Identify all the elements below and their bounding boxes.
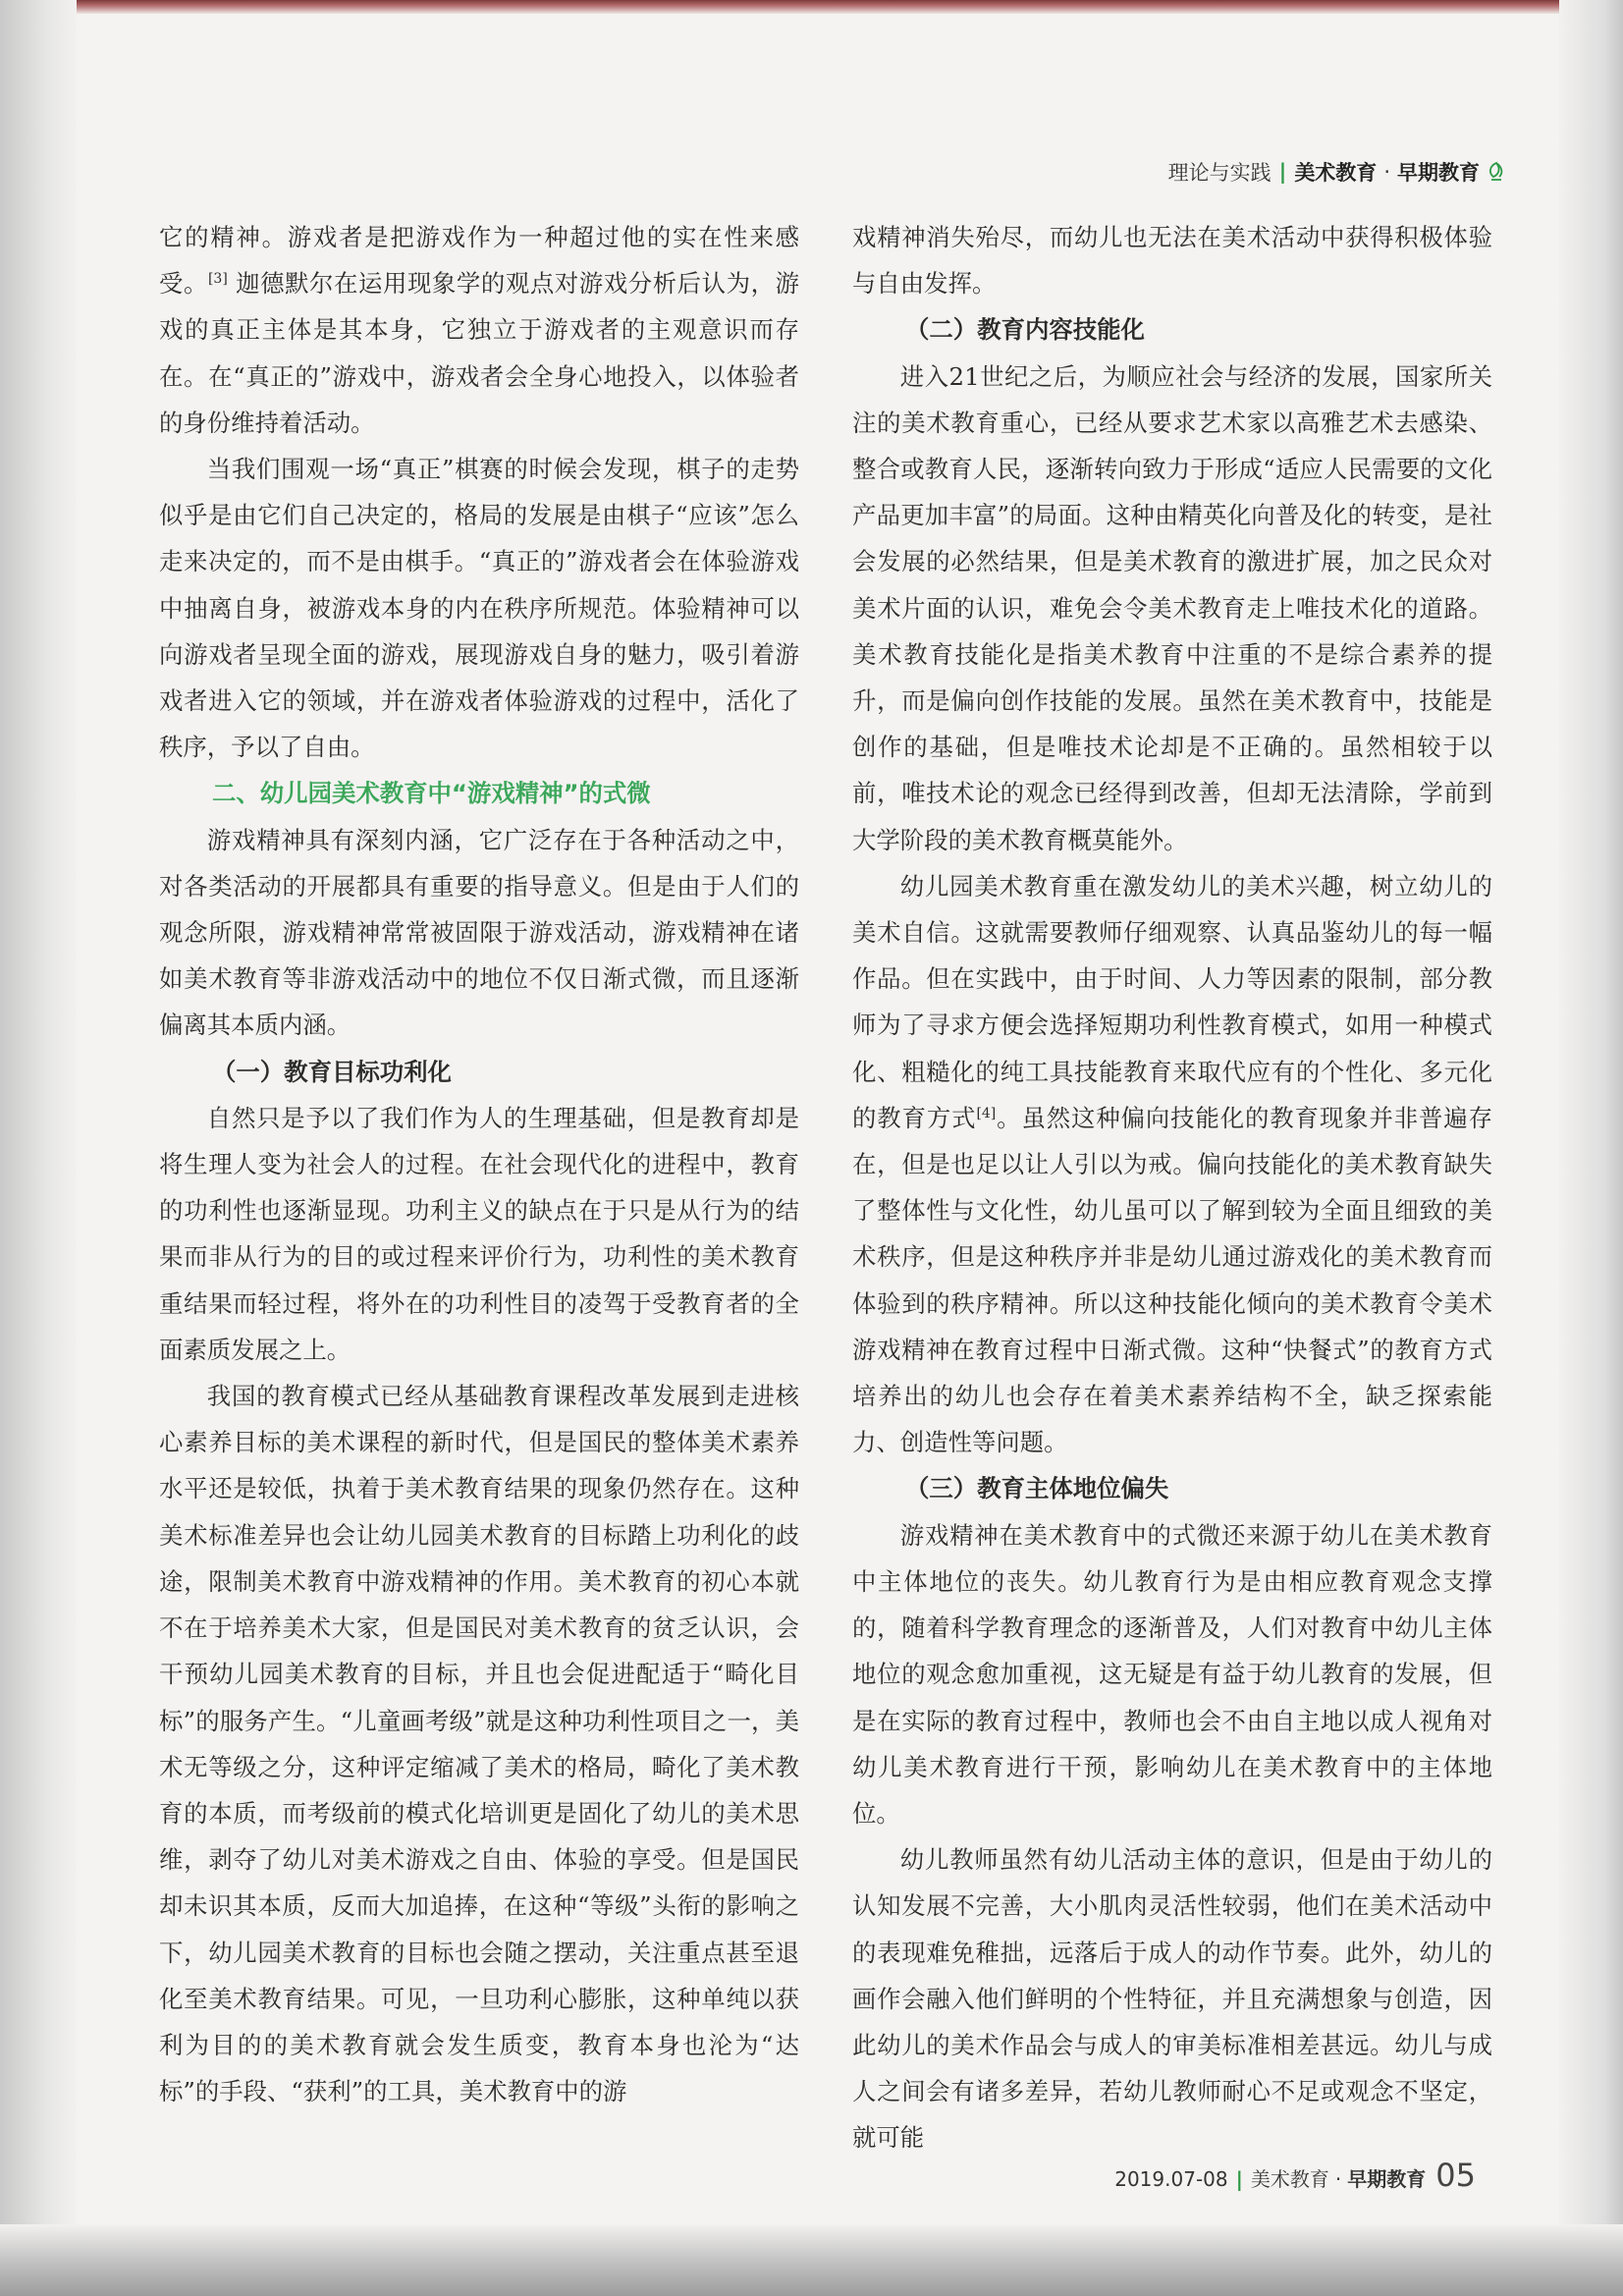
paragraph: 进入21世纪之后，为顺应社会与经济的发展，国家所关注的美术教育重心，已经从要求艺术家以高雅艺术去感染、整合或教育人民，逐渐转向致力于形成“适应人民需要的文化产品更加丰富”的局面。这种由精英化向普及化的转变，是社会发展的必然结果，但是美术教育的激进扩展，加之民众对美术片面的认识，难免会令美术教育走上唯技术化的道路。美术教育技能化是指美术教育中注重的不是综合素养的提升，而是偏向创作技能的发展。虽然在美术教育中，技能是创作的基础，但是唯技术论却是不正确的。虽然相较于以前，唯技术论的观念已经得到改善，但却无法清除，学前到大学阶段的美术教育概莫能外。 [852,361,1492,854]
subsection-heading: （二）教育内容技能化 [905,315,1145,345]
paragraph: 我国的教育模式已经从基础教育课程改革发展到走进核心素养目标的美术课程的新时代，但是国民的整体美术素养水平还是较低，执着于美术教育结果的现象仍然存在。这种美术标准差异也会让幼儿园美术教育的目标踏上功利化的歧途，限制美术教育中游戏精神的作用。美术教育的初心本就不在于培养美术大家，但是国民对美术教育的贫乏认识，会干预幼儿园美术教育的目标，并且也会促进配适于“畸化目标”的服务产生。“儿童画考级”就是这种功利性项目之一，美术无等级之分，这种评定缩减了美术的格局，畸化了美术教育的本质，而考级前的模式化培训更是固化了幼儿的美术思维，剥夺了幼儿对美术游戏之自由、体验的享受。但是国民却未识其本质，反而大加追捧，在这种“等级”头衔的影响之下，幼儿园美术教育的目标也会随之摆动，关注重点甚至退化至美术教育结果。可见，一旦功利心膨胀，这种单纯以获利为目的的美术教育就会发生质变，教育本身也沦为“达标”的手段、“获利”的工具，美术教育中的游 [159,1382,799,2106]
paragraph: 幼儿教师虽然有幼儿活动主体的意识，但是由于幼儿的认知发展不完善，大小肌肉灵活性较弱，他们在美术活动中的表现难免稚拙，远落后于成人的动作节奏。此外，幼儿的画作会融入他们鲜明的个性特征，并且充满想象与创造，因此幼儿的美术作品会与成人的审美标准相差甚远。幼儿与成人之间会有诸多差异，若幼儿教师耐心不足或观念不坚定，就可能 [852,1845,1492,2153]
paragraph: 游戏精神在美术教育中的式微还来源于幼儿在美术教育中主体地位的丧失。幼儿教育行为是由相应教育观念支撑的，随着科学教育理念的逐渐普及，人们对教育中幼儿主体地位的观念愈加重视，这无疑是有益于幼儿教育的发展，但是在实际的教育过程中，教师也会不由自主地以成人视角对幼儿美术教育进行干预，影响幼儿在美术教育中的主体地位。 [852,1520,1492,1828]
paragraph: 当我们围观一场“真正”棋赛的时候会发现，棋子的走势似乎是由它们自己决定的，格局的发展是由棋子“应该”怎么走来决定的，而不是由棋手。“真正的”游戏者会在体验游戏中抽离自身，被游戏本身的内在秩序所规范。体验精神可以向游戏者呈现全面的游戏，展现游戏自身的魅力，吸引着游戏者进入它的领域，并在游戏者体验游戏的过程中，活化了秩序，予以了自由。 [159,455,799,762]
footer-journal: 美术教育 [1250,2167,1329,2191]
header-section: 理论与实践 [1167,161,1271,185]
page-top-edge [0,0,1623,14]
page-number: 05 [1435,2157,1476,2194]
running-header [1168,157,1507,187]
binding-shadow [0,0,77,2296]
left-column [159,214,799,2114]
right-column [852,214,1492,2161]
header-column: 早期教育 [1397,161,1480,185]
header-dot: · [1383,160,1390,184]
footer-dot: · [1334,2167,1342,2191]
footer-date: 2019.07-08 [1114,2167,1228,2191]
citation: [4] [976,1105,997,1121]
page-footer [1114,2157,1476,2194]
section-heading: 二、幼儿园美术教育中“游戏精神”的式微 [212,779,651,808]
subsection-heading: （三）教育主体地位偏失 [905,1474,1169,1503]
paragraph: 游戏精神具有深刻内涵，它广泛存在于各种活动之中，对各类活动的开展都具有重要的指导意义。但是由于人们的观念所限，游戏精神常常被固限于游戏活动，游戏精神在诸如美术教育等非游戏活动中的地位不仅日渐式微，而且逐渐偏离其本质内涵。 [159,825,799,1040]
paragraph: 戏精神消失殆尽，而幼儿也无法在美术活动中获得积极体验与自由发挥。 [852,223,1492,299]
leaf-icon [1486,160,1507,184]
subsection-heading: （一）教育目标功利化 [212,1057,452,1086]
page-bottom-edge [0,2224,1623,2296]
paragraph: 自然只是予以了我们作为人的生理基础，但是教育却是将生理人变为社会人的过程。在社会现代化的进程中，教育的功利性也逐渐显现。功利主义的缺点在于只是从行为的结果而非从行为的目的或过程来评价行为，功利性的美术教育重结果而轻过程，将外在的功利性目的凌驾于受教育者的全面素质发展之上。 [159,1103,799,1364]
header-journal: 美术教育 [1294,161,1378,185]
header-separator: | [1278,160,1287,184]
paragraph: 它的精神。游戏者是把游戏作为一种超过他的实在性来感受。[3] 迦德默尔在运用现象学的观点对游戏分析后认为，游戏的真正主体是其本身，它独立于游戏者的主观意识而存在。在“真正的”游戏中，游戏者会全身心地投入，以体验者的身份维持着活动。 [159,223,799,437]
page-right-edge [1559,0,1623,2296]
citation: [3] [207,271,228,288]
footer-separator: | [1235,2167,1243,2191]
footer-column: 早期教育 [1347,2167,1427,2191]
paragraph: 幼儿园美术教育重在激发幼儿的美术兴趣，树立幼儿的美术自信。这就需要教师仔细观察、认真品鉴幼儿的每一幅作品。但在实践中，由于时间、人力等因素的限制，部分教师为了寻求方便会选择短期功利性教育模式，如用一种模式化、粗糙化的纯工具技能教育来取代应有的个性化、多元化的教育方式[4]。虽然这种偏向技能化的教育现象并非普遍存在，但是也足以让人引以为戒。偏向技能化的美术教育缺失了整体性与文化性，幼儿虽可以了解到较为全面且细致的美术秩序，但是这种秩序并非是幼儿通过游戏化的美术教育而体验到的秩序精神。所以这种技能化倾向的美术教育令美术游戏精神在教育过程中日渐式微。这种“快餐式”的教育方式培养出的幼儿也会存在着美术素养结构不全，缺乏探索能力、创造性等问题。 [852,871,1492,1457]
